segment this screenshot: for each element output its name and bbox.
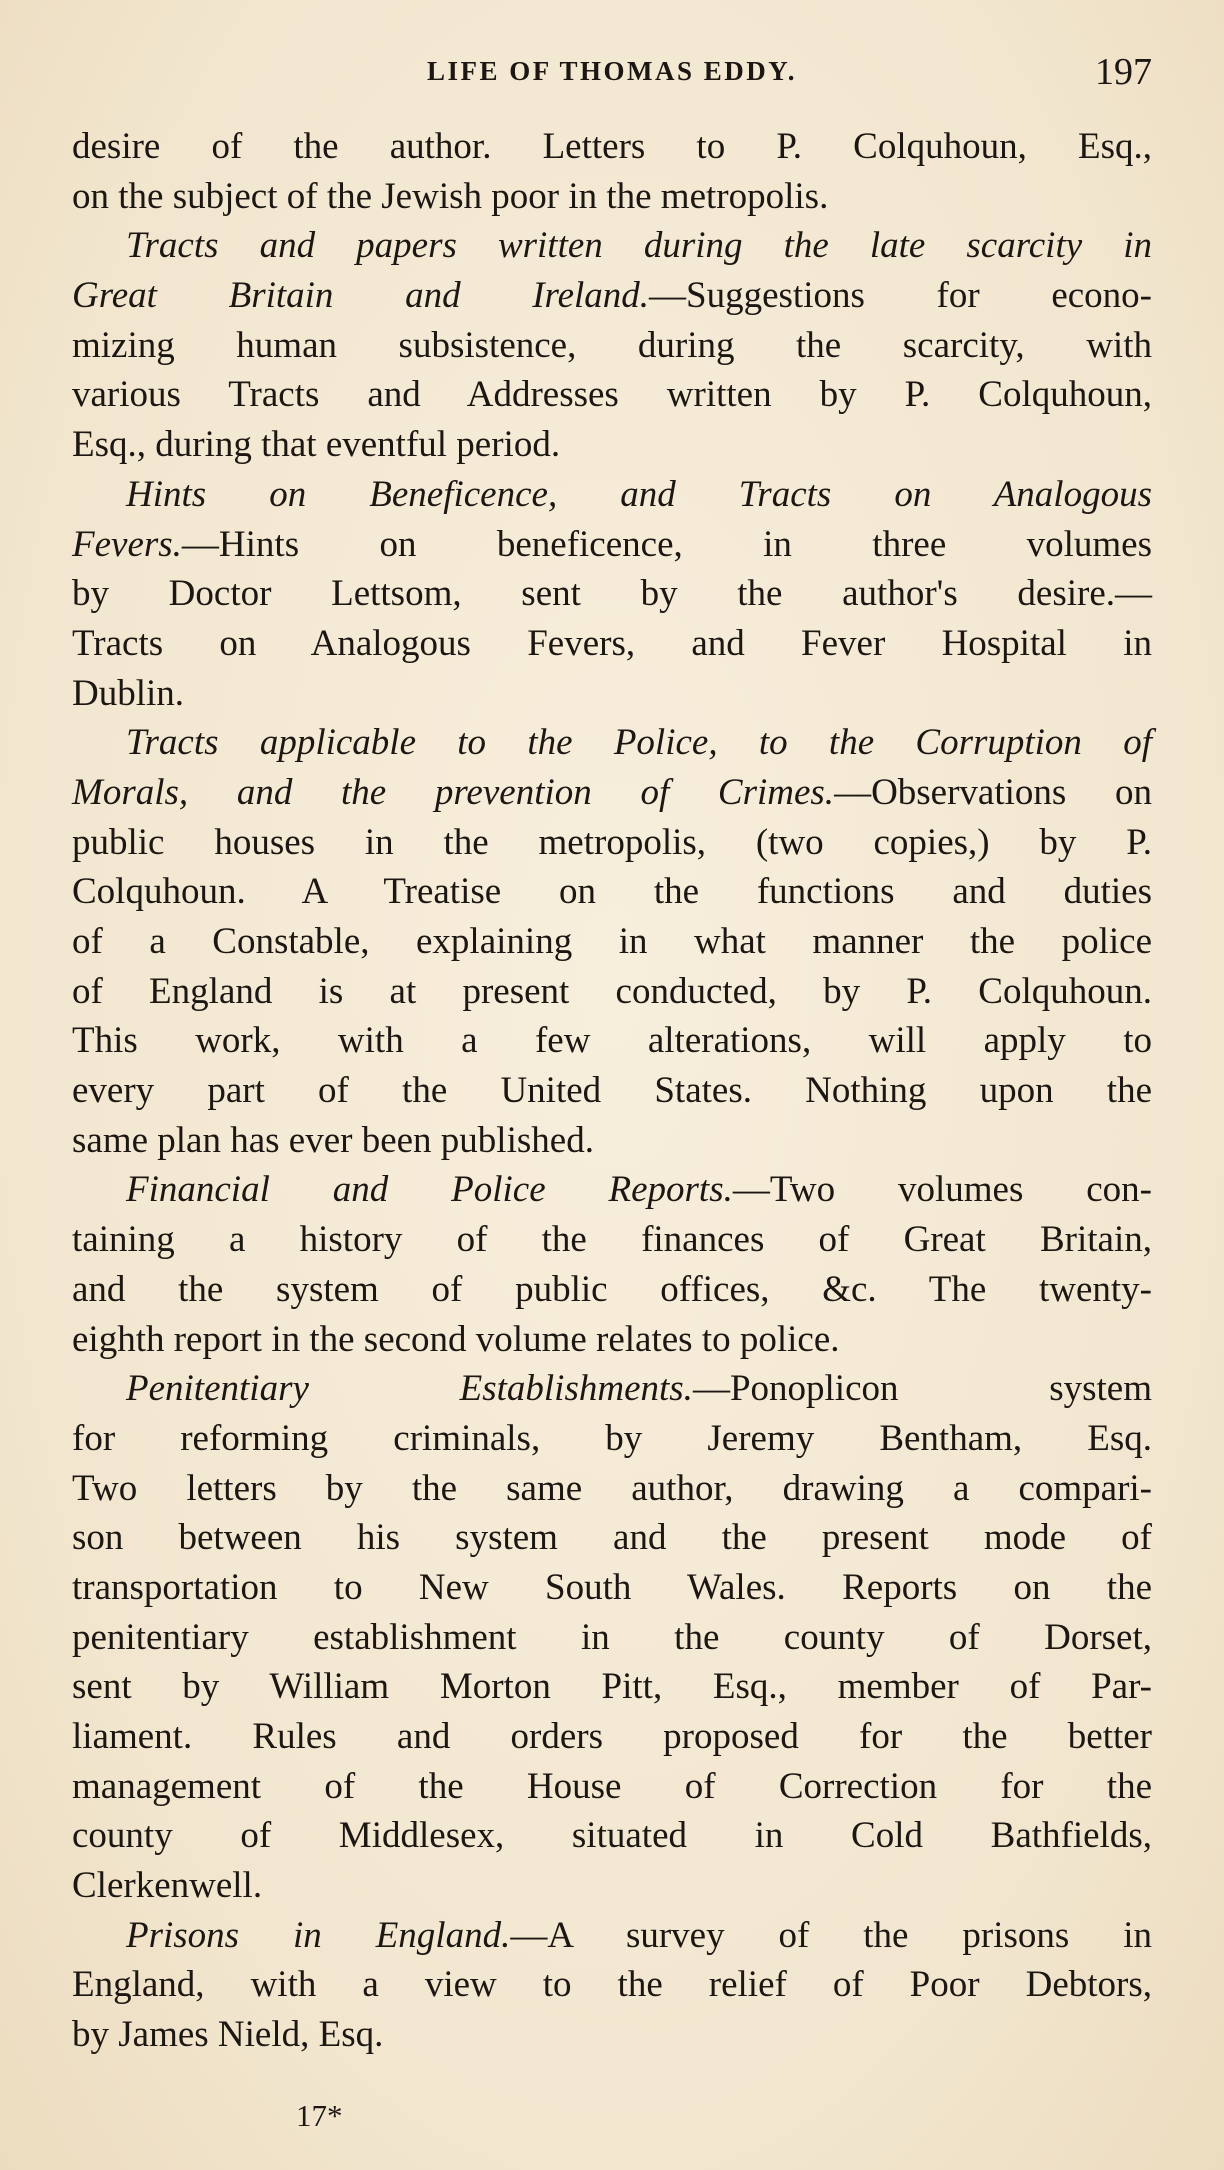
text-line: and the system of public offices, &c. The twenty- <box>72 1268 1152 1310</box>
text-line: every part of the United States. Nothing upon the <box>72 1070 1152 1112</box>
text-line: county of Middlesex, situated in Cold Bathfields, <box>72 1815 1152 1857</box>
section-heading-line <box>72 470 1152 520</box>
text-run: —Suggestions for econo- <box>649 275 1152 317</box>
text-line: liament. Rules and orders proposed for the better <box>72 1716 1152 1757</box>
section-heading: Fevers. <box>72 523 182 565</box>
text-line <box>72 1911 1152 1961</box>
section-heading: Prisons in England. <box>126 1914 511 1956</box>
body-text <box>72 122 1152 2060</box>
section-heading-line <box>72 221 1152 271</box>
signature-mark: 17* <box>296 2098 343 2133</box>
text-line: Esq., during that eventful period. <box>72 424 561 466</box>
text-line: management of the House of Correction for the <box>72 1765 1152 1807</box>
running-head <box>72 50 1152 100</box>
running-title: LIFE OF THOMAS EDDY. <box>426 56 798 86</box>
section-heading: Hints on Beneficence, and Tracts on Analogous <box>126 473 1152 515</box>
text-line <box>72 520 1152 570</box>
text-line <box>72 271 1152 321</box>
text-line: penitentiary establishment in the county of Dorset, <box>72 1616 1152 1658</box>
text-line: taining a history of the finances of Great Britain, <box>72 1219 1152 1261</box>
section-heading: Penitentiary Establishments. <box>126 1368 693 1410</box>
text-line: mizing human subsistence, during the scarcity, with <box>72 324 1152 366</box>
text-line: Two letters by the same author, drawing a compari- <box>72 1467 1152 1509</box>
section-heading: Morals, and the prevention of Crimes. <box>72 771 835 813</box>
text-run: —Two volumes con- <box>732 1169 1152 1211</box>
text-line: by James Nield, Esq. <box>72 2014 384 2056</box>
section-heading: Financial and Police Reports. <box>126 1169 733 1211</box>
section-heading: Tracts applicable to the Police, to the Corruption of <box>126 722 1152 764</box>
text-line: England, with a view to the relief of Poor Debtors, <box>72 1964 1152 2006</box>
text-run: —A survey of the prisons in <box>510 1914 1152 1956</box>
text-line: various Tracts and Addresses written by P. Colquhoun, <box>72 374 1152 416</box>
text-line: desire of the author. Letters to P. Colquhoun, Esq., <box>72 126 1152 167</box>
section-heading: Tracts and papers written during the late scarcity in <box>126 225 1152 267</box>
text-line: Dublin. <box>72 672 185 714</box>
text-line: for reforming criminals, by Jeremy Bentham, Esq. <box>72 1417 1152 1459</box>
text-line: sent by William Morton Pitt, Esq., member of Par- <box>72 1666 1152 1708</box>
text-line: transportation to New South Wales. Reports on the <box>72 1566 1152 1608</box>
text-line: son between his system and the present mode of <box>72 1517 1152 1559</box>
text-line <box>72 1165 1152 1215</box>
text-run: —Ponoplicon system <box>692 1368 1153 1410</box>
text-line: Tracts on Analogous Fevers, and Fever Hospital in <box>72 622 1152 664</box>
text-line: eighth report in the second volume relates to police. <box>72 1318 840 1360</box>
text-run: —Hints on beneficence, in three volumes <box>181 523 1152 565</box>
section-heading: Great Britain and Ireland. <box>72 275 650 317</box>
text-line: Clerkenwell. <box>72 1865 263 1907</box>
text-line: This work, with a few alterations, will apply to <box>72 1020 1152 1062</box>
text-line: on the subject of the Jewish poor in the metropolis. <box>72 175 829 217</box>
text-line: same plan has ever been published. <box>72 1119 594 1161</box>
text-run: —Observations on <box>834 771 1152 813</box>
section-heading-line <box>72 718 1152 768</box>
text-line <box>72 768 1152 818</box>
text-line: Colquhoun. A Treatise on the functions and duties <box>72 871 1152 913</box>
text-line: public houses in the metropolis, (two copies,) by P. <box>72 821 1152 863</box>
text-line: of a Constable, explaining in what manner the police <box>72 921 1152 962</box>
text-line: of England is at present conducted, by P. Colquhoun. <box>72 970 1152 1012</box>
text-line: by Doctor Lettsom, sent by the author's desire.— <box>72 573 1152 615</box>
text-line <box>72 1364 1152 1414</box>
page-number: 197 <box>1095 51 1152 93</box>
